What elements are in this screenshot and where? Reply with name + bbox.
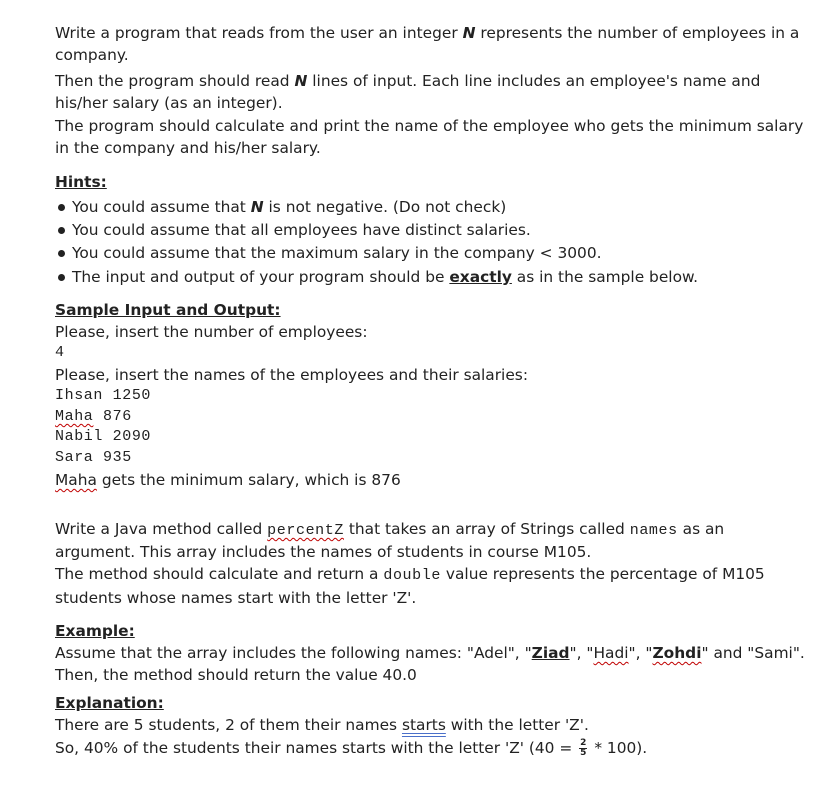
paragraph-line: Write a program that reads from the user an integer N represents the number of employees in a — [55, 24, 800, 42]
example-heading: Example: — [55, 622, 135, 640]
sample-input: 4 — [55, 344, 65, 361]
sample-prompt: Please, insert the number of employees: — [55, 323, 368, 341]
bullet-icon — [58, 274, 65, 281]
sample-row: Sara 935 — [55, 449, 132, 466]
explanation-heading: Explanation: — [55, 694, 164, 712]
hint-item: The input and output of your program should be exactly as in the sample below. — [72, 268, 699, 286]
sample-row: Nabil 2090 — [55, 428, 152, 445]
hint-item: You could assume that the maximum salary in the company < 3000. — [72, 244, 602, 262]
paragraph-line: his/her salary (as an integer). — [55, 94, 283, 112]
bullet-icon — [58, 250, 65, 257]
explanation-line: So, 40% of the students their names starts with the letter 'Z' (40 = $\frac{2}{5}$ * 100). — [55, 738, 648, 758]
sample-output: Maha gets the minimum salary, which is 876 — [55, 471, 401, 489]
fraction: $\frac{2}{5}$ — [580, 738, 587, 758]
paragraph-line: company. — [55, 46, 129, 64]
example-line: Then, the method should return the value 40.0 — [55, 666, 417, 684]
sample-prompt: Please, insert the names of the employees and their salaries: — [55, 366, 528, 384]
paragraph-line: in the company and his/her salary. — [55, 139, 321, 157]
hint-item: You could assume that N is not negative. (Do not check) — [72, 198, 507, 216]
explanation-line: There are 5 students, 2 of them their names starts with the letter 'Z'. — [55, 716, 589, 734]
paragraph-line: The method should calculate and return a double value represents the percentage of M105 — [55, 565, 765, 584]
hint-item: You could assume that all employees have distinct salaries. — [72, 221, 531, 239]
bullet-icon — [58, 227, 65, 234]
paragraph-line: Then the program should read N lines of input. Each line includes an employee's name and — [55, 72, 761, 90]
example-line: Assume that the array includes the following names: "Adel", "Ziad", "Hadi", "Zohdi" and "Sami". — [55, 644, 805, 662]
bullet-icon — [58, 204, 65, 211]
paragraph-line: The program should calculate and print the name of the employee who gets the minimum salary — [55, 117, 804, 135]
sample-row: Maha 876 — [55, 408, 132, 425]
paragraph-line: students whose names start with the letter 'Z'. — [55, 589, 417, 607]
sample-heading: Sample Input and Output: — [55, 301, 281, 319]
paragraph-line: argument. This array includes the names of students in course M105. — [55, 543, 592, 561]
sample-row: Ihsan 1250 — [55, 387, 152, 404]
hints-heading: Hints: — [55, 173, 107, 191]
paragraph-line: Write a Java method called percentZ that takes an array of Strings called names as an — [55, 520, 725, 539]
